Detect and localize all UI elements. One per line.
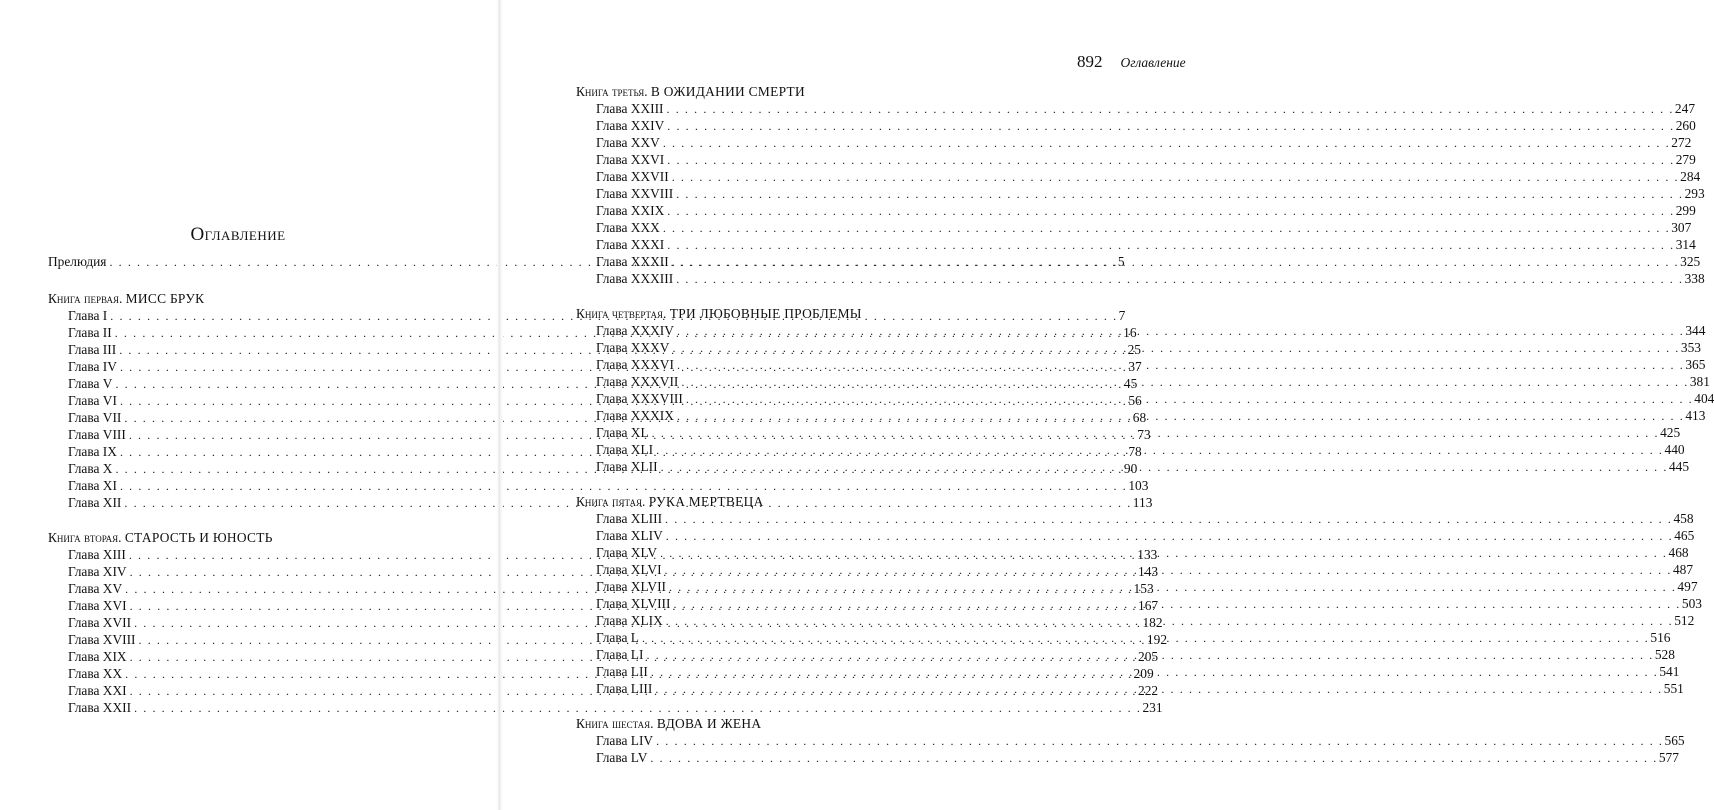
book-heading[interactable] (48, 529, 428, 546)
toc-entry-label: Глава XVII (68, 615, 132, 630)
dot-leader (677, 357, 1684, 374)
toc-entry-label: Глава XXVII (596, 169, 669, 184)
dot-leader (663, 135, 1670, 152)
book-label: Книга третья. (576, 84, 648, 99)
toc-entry-label: Глава LIII (596, 681, 653, 696)
dot-leader (672, 254, 1679, 271)
dot-leader (667, 118, 1674, 135)
book-section (576, 715, 1685, 766)
toc-entry-page: 45 (1123, 376, 1138, 391)
toc-entry-label: Глава XXXVII (596, 374, 679, 389)
toc-entry-label: Глава XLVII (596, 579, 667, 594)
book-label: Книга вторая. (48, 530, 122, 545)
dot-leader (676, 186, 1683, 203)
toc-entry-chapter[interactable] (576, 510, 1694, 527)
dot-leader (667, 237, 1674, 254)
toc-entry-page: 260 (1675, 118, 1696, 133)
book-title: ВДОВА И ЖЕНА (656, 716, 762, 731)
book-heading[interactable] (576, 305, 954, 322)
toc-entry-page: 37 (1128, 359, 1142, 374)
toc-entry-page: 56 (1128, 393, 1142, 408)
toc-entry-page: 512 (1674, 613, 1695, 628)
toc-entry-page: 133 (1137, 547, 1158, 562)
dot-leader (666, 528, 1673, 545)
toc-entry-page: 284 (1680, 169, 1701, 184)
toc-entry-chapter[interactable] (576, 100, 1696, 117)
toc-entry-label: Глава XXXII (596, 254, 669, 269)
dot-leader (672, 169, 1679, 186)
book-heading[interactable] (576, 493, 954, 510)
toc-entry-page: 293 (1684, 186, 1705, 201)
dot-leader (666, 613, 1673, 630)
toc-entry-page: 231 (1142, 700, 1163, 715)
book-label: Книга четвертая. (576, 306, 667, 321)
dot-leader (650, 750, 1657, 767)
toc-entry-label: Глава XLIV (596, 528, 663, 543)
toc-entry-page: 205 (1138, 649, 1159, 664)
toc-entry-label: Глава XXXIV (596, 323, 674, 338)
toc-entry-chapter[interactable] (576, 151, 1696, 168)
toc-entry-chapter[interactable] (576, 270, 1705, 287)
toc-entry-page: 16 (1123, 325, 1137, 340)
toc-entry-page: 247 (1674, 101, 1696, 116)
toc-entry-label: Глава XI (68, 478, 117, 493)
toc-entry-label: Глава XVIII (68, 632, 136, 647)
toc-entry-page: 487 (1672, 562, 1694, 577)
toc-entry-label: Глава IX (68, 444, 117, 459)
toc-entry-page: 528 (1654, 647, 1675, 662)
toc-entry-label: Глава VIII (68, 427, 126, 442)
dot-leader (676, 271, 1683, 288)
book-heading[interactable] (48, 290, 428, 307)
toc-entry-label: Глава XXV (596, 135, 660, 150)
toc-entry-page: 143 (1138, 564, 1159, 579)
toc-entry-chapter[interactable] (576, 749, 1679, 766)
book-label: Книга шестая. (576, 716, 654, 731)
toc-entry-page: 353 (1680, 340, 1701, 355)
toc-entry-chapter[interactable] (576, 236, 1696, 253)
toc-entry-label: Глава XXVI (596, 152, 665, 167)
book-section (576, 83, 1705, 287)
toc-entry-chapter[interactable] (576, 732, 1685, 749)
toc-entry-label: Глава XL (596, 425, 649, 440)
book-label: Книга первая. (48, 291, 123, 306)
toc-entry-label: Глава XXXVI (596, 357, 674, 372)
toc-entry-label: Глава XXXIX (596, 408, 674, 423)
dot-leader (677, 323, 1684, 340)
toc-entry-page: 577 (1658, 750, 1679, 765)
dot-leader (677, 408, 1684, 425)
toc-entry-page: 25 (1127, 342, 1141, 357)
book-heading[interactable] (576, 83, 954, 100)
dot-leader (673, 596, 1680, 613)
toc-entry-page: 551 (1663, 681, 1684, 696)
dot-leader (672, 340, 1679, 357)
toc-entry-page: 445 (1668, 459, 1690, 474)
dot-leader (655, 681, 1662, 698)
book-title: СТАРОСТЬ И ЮНОСТЬ (124, 530, 273, 545)
toc-entry-chapter[interactable] (576, 185, 1705, 202)
toc-entry-label: Глава X (68, 461, 113, 476)
toc-entry-chapter[interactable] (576, 253, 1701, 270)
toc-entry-label: Глава XXX (596, 220, 660, 235)
dot-leader (652, 425, 1659, 442)
toc-entry-label: Прелюдия (48, 254, 107, 269)
toc-entry-page: 468 (1668, 545, 1689, 560)
dot-leader (667, 152, 1674, 169)
toc-entry-chapter[interactable] (48, 477, 1149, 494)
toc-entry-page: 299 (1675, 203, 1696, 218)
toc-entry-chapter[interactable] (576, 202, 1696, 219)
toc-entry-label: Глава LI (596, 647, 644, 662)
toc-entry-label: Глава III (68, 342, 117, 357)
dot-leader (686, 391, 1693, 408)
toc-title: Оглавление (190, 224, 286, 245)
toc-entry-page: 344 (1685, 323, 1706, 338)
dot-leader (663, 220, 1670, 237)
toc-entry-label: Глава LIV (596, 733, 654, 748)
toc-entry-page: 425 (1660, 425, 1681, 440)
book-title: МИСС БРУК (125, 291, 205, 306)
dot-leader (665, 511, 1672, 528)
toc-entry-page: 314 (1675, 237, 1696, 252)
toc-entry-label: Глава XLI (596, 442, 654, 457)
toc-entry-page: 272 (1671, 135, 1692, 150)
toc-entry-label: Глава XLIX (596, 613, 663, 628)
toc-entry-page: 458 (1673, 511, 1694, 526)
toc-entry-label: Глава XLIII (596, 511, 663, 526)
page-number: 892 (1077, 52, 1103, 71)
dot-leader (656, 442, 1663, 459)
toc-entry-label: Глава XV (68, 581, 123, 596)
toc-entry-page: 7 (1118, 308, 1126, 323)
toc-entry-label: Глава IV (68, 359, 117, 374)
toc-entry-page: 516 (1650, 630, 1671, 645)
toc-entry-label: Глава XIV (68, 564, 127, 579)
toc-entry-label: Глава LV (596, 750, 648, 765)
toc-entry-chapter[interactable] (576, 134, 1692, 151)
toc-entry-page: 279 (1675, 152, 1696, 167)
toc-entry-page: 73 (1137, 427, 1151, 442)
toc-entry-label: Глава LII (596, 664, 648, 679)
toc-entry-label: Глава XLVIII (596, 596, 671, 611)
toc-entry-label: Глава XXI (68, 683, 127, 698)
toc-entry-page: 153 (1133, 581, 1154, 596)
toc-entry-label: Глава XLII (596, 459, 658, 474)
book-title: ТРИ ЛЮБОВНЫЕ ПРОБЛЕМЫ (669, 306, 862, 321)
running-head-title: Оглавление (1120, 55, 1186, 70)
dot-leader (656, 733, 1663, 750)
toc-entry-page: 222 (1138, 683, 1159, 698)
running-header (1077, 52, 1186, 72)
toc-entry-page: 565 (1664, 733, 1685, 748)
toc-entry-label: Глава V (68, 376, 113, 391)
toc-entry-label: Глава XXVIII (596, 186, 674, 201)
toc-entry-label: Глава XXXV (596, 340, 670, 355)
toc-entry-page: 103 (1128, 478, 1149, 493)
toc-entry-page: 307 (1671, 220, 1692, 235)
dot-leader (665, 562, 1672, 579)
toc-entry-page: 404 (1694, 391, 1714, 406)
toc-entry-page: 381 (1689, 374, 1710, 389)
toc-entry-label: Глава XXXIII (596, 271, 674, 286)
toc-entry-label: Глава XXXI (596, 237, 665, 252)
toc-entry-page: 209 (1133, 666, 1154, 681)
toc-entry-label: Глава XXIII (596, 101, 664, 116)
toc-entry-page: 413 (1685, 408, 1706, 423)
book-title: РУКА МЕРТВЕЦА (648, 494, 764, 509)
dot-leader (646, 647, 1653, 664)
toc-entry-label: Глава XLVI (596, 562, 662, 577)
toc-entry-chapter[interactable] (576, 219, 1692, 236)
toc-entry-chapter[interactable] (48, 699, 1163, 716)
toc-entry-page: 68 (1132, 410, 1147, 425)
toc-entry-page: 497 (1677, 579, 1698, 594)
dot-leader (667, 101, 1674, 118)
toc-entry-label: Глава XII (68, 495, 122, 510)
toc-entry-label: Глава XXII (68, 700, 132, 715)
book-heading[interactable] (576, 715, 954, 732)
toc-entry-page: 182 (1142, 615, 1163, 630)
toc-entry-chapter[interactable] (576, 117, 1696, 134)
toc-entry-page: 78 (1128, 444, 1142, 459)
book-label: Книга пятая. (576, 494, 646, 509)
dot-leader (667, 203, 1674, 220)
toc-entry-label: Глава XX (68, 666, 123, 681)
dot-leader (661, 459, 1668, 476)
dot-leader (669, 579, 1676, 596)
dot-leader (651, 664, 1658, 681)
toc-entry-label: Глава VI (68, 393, 117, 408)
toc-entry-label: Глава XIX (68, 649, 127, 664)
toc-entry-page: 90 (1123, 461, 1138, 476)
toc-entry-label: Глава VII (68, 410, 122, 425)
book-title: В ОЖИДАНИИ СМЕРТИ (650, 84, 805, 99)
toc-entry-page: 192 (1146, 632, 1168, 647)
toc-entry-chapter[interactable] (576, 527, 1695, 544)
toc-entry-label: Глава XXXVIII (596, 391, 683, 406)
dot-leader (660, 545, 1667, 562)
toc-entry-page: 541 (1659, 664, 1680, 679)
toc-entry-chapter[interactable] (576, 168, 1701, 185)
toc-entry-page: 503 (1681, 596, 1702, 611)
toc-entry-label: Глава L (596, 630, 639, 645)
toc-entry-page: 440 (1664, 442, 1685, 457)
toc-entry-page: 325 (1680, 254, 1701, 269)
toc-entry-page: 338 (1684, 271, 1705, 286)
dot-leader (681, 374, 1688, 391)
toc-entry-label: Глава II (68, 325, 112, 340)
toc-entry-page: 5 (1117, 254, 1125, 269)
toc-entry-label: Глава XVI (68, 598, 127, 613)
toc-entry-label: Глава XLV (596, 545, 658, 560)
toc-entry-page: 365 (1685, 357, 1706, 372)
toc-entry-label: Глава XIII (68, 547, 126, 562)
toc-entry-label: Глава XXIV (596, 118, 665, 133)
dot-leader (642, 630, 1649, 647)
toc-entry-page: 465 (1674, 528, 1695, 543)
toc-entry-page: 167 (1138, 598, 1159, 613)
toc-entry-label: Глава XXIX (596, 203, 665, 218)
toc-entry-label: Глава I (68, 308, 108, 323)
toc-entry-page: 113 (1132, 495, 1153, 510)
